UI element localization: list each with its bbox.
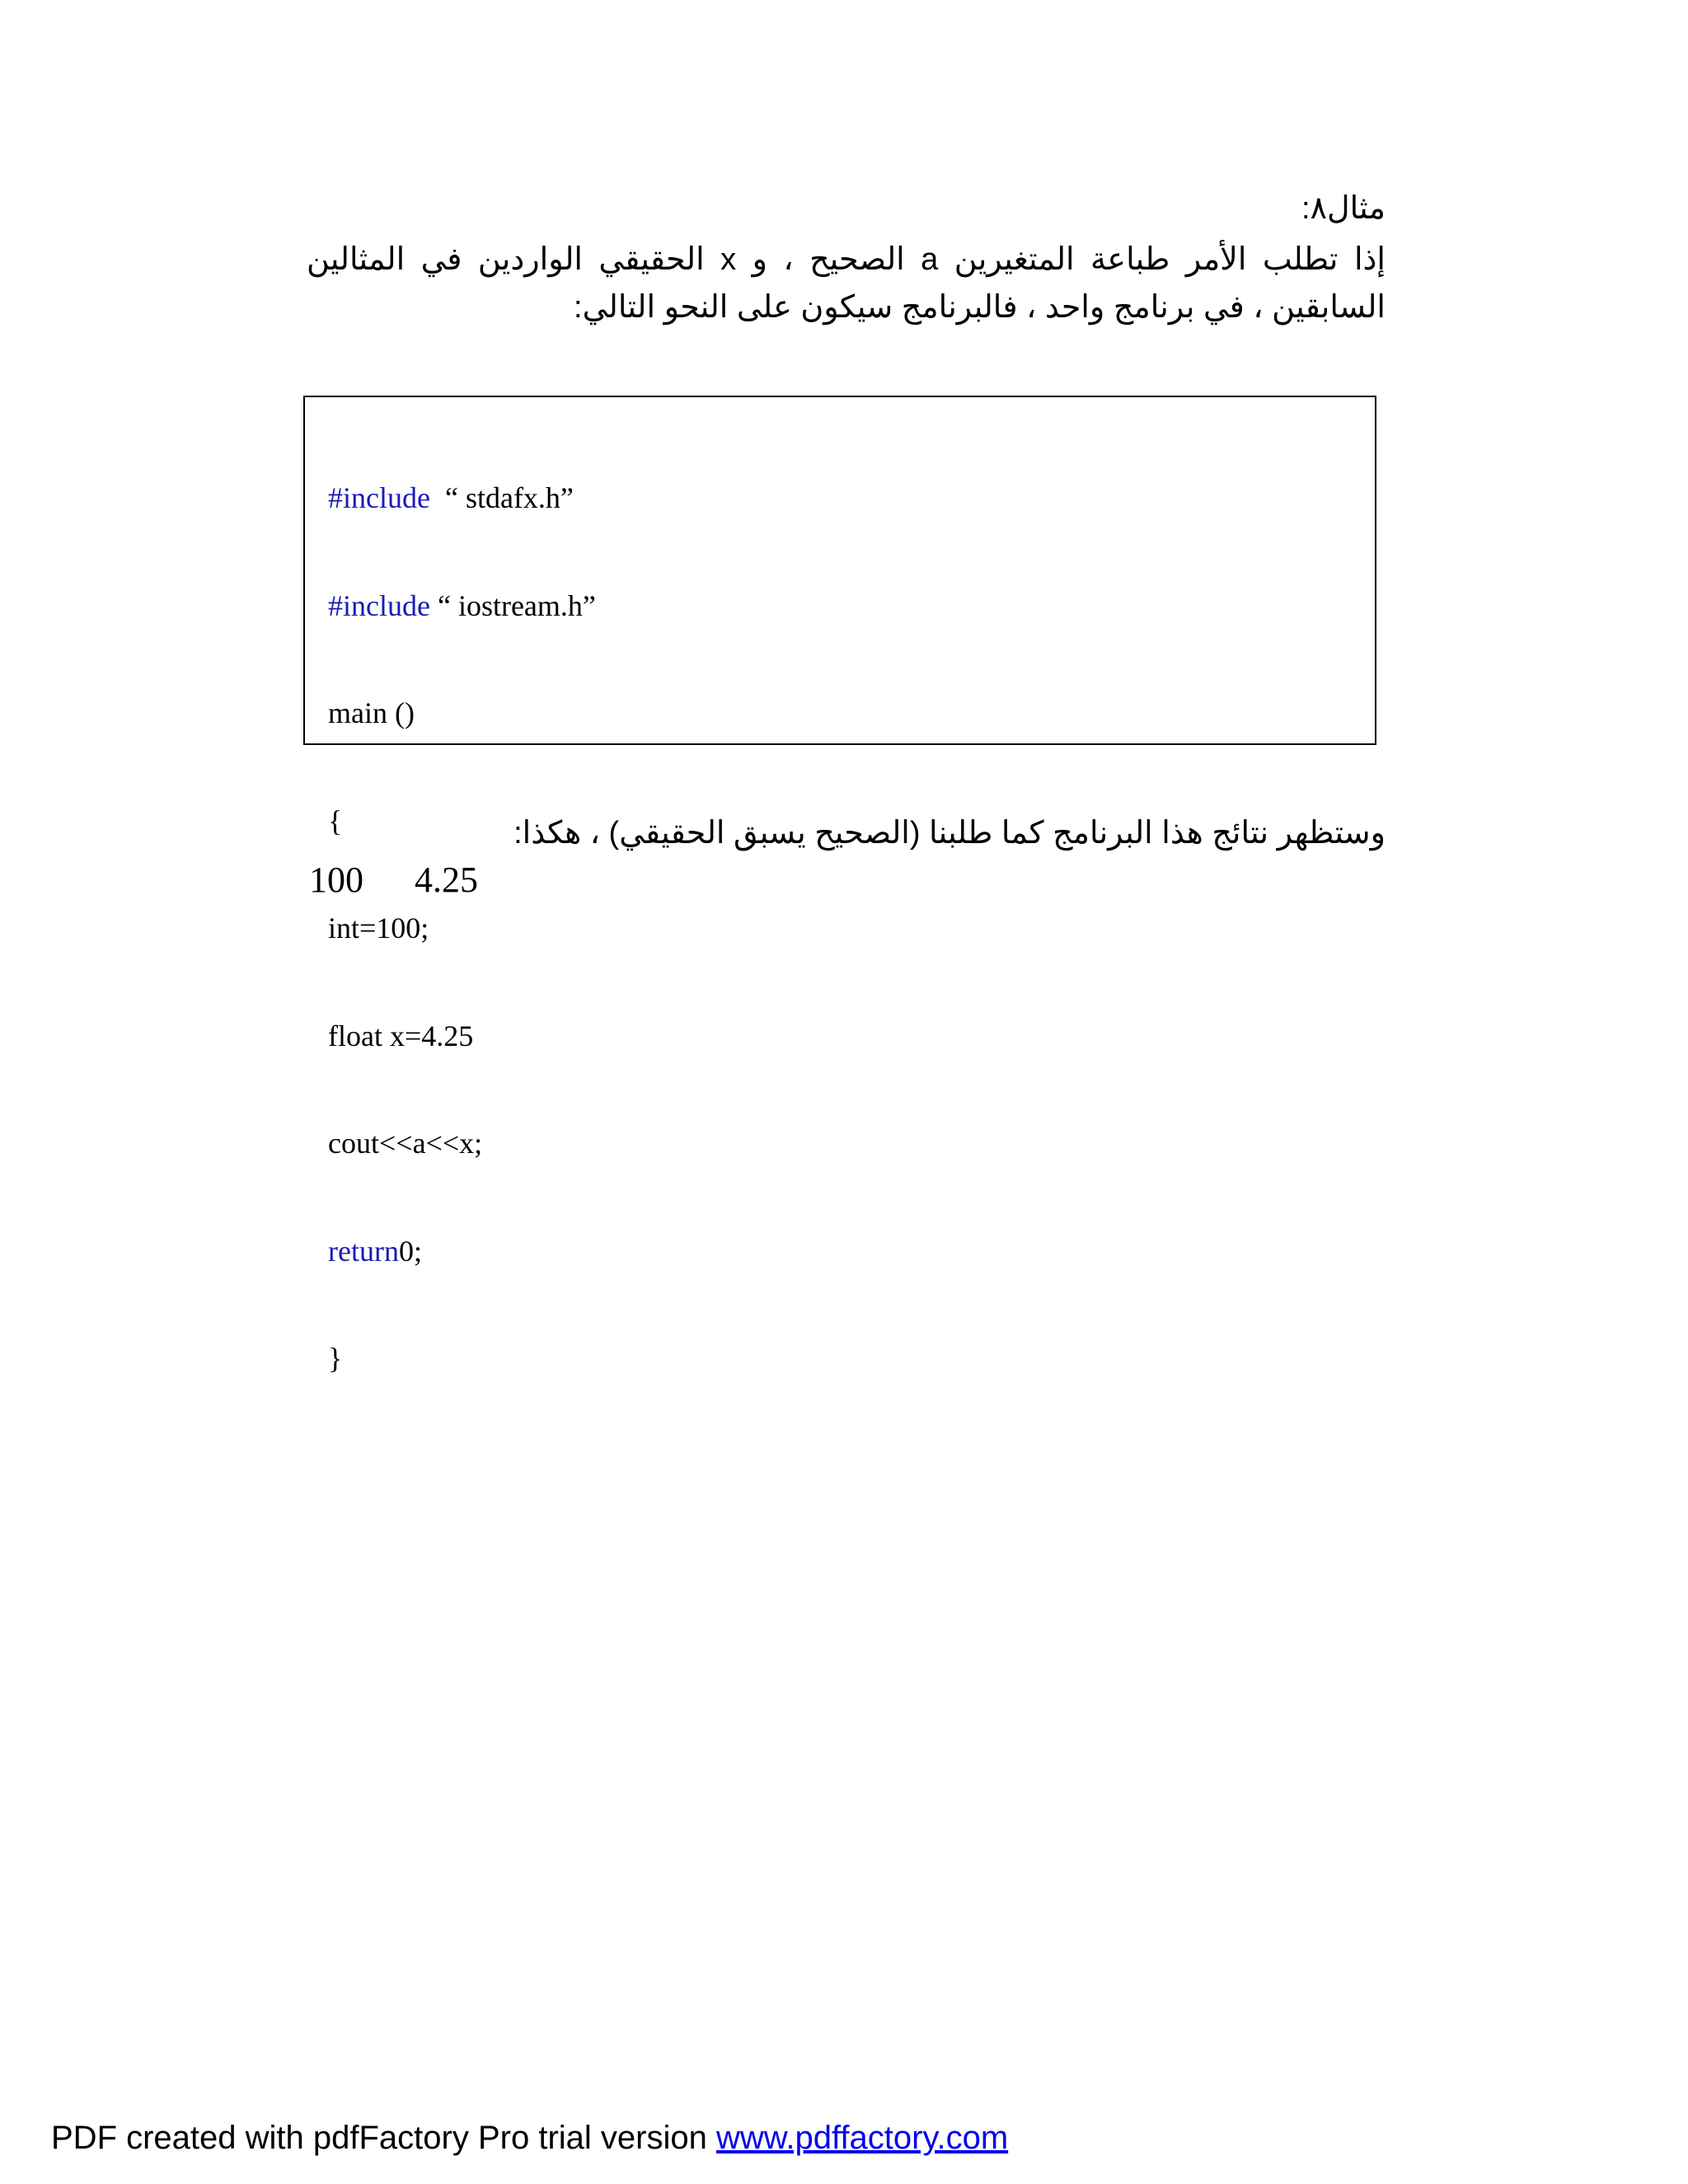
code-listing bbox=[328, 409, 596, 1449]
code-line bbox=[328, 911, 596, 947]
code-line bbox=[328, 1234, 596, 1270]
result-line: وستظهر نتائج هذا البرنامج كما طلبنا (الصحيح يسبق الحقيقي) ، هكذا: bbox=[513, 816, 1386, 851]
code-keyword: #include bbox=[328, 481, 430, 514]
code-line bbox=[328, 1341, 596, 1377]
code-text: cout<<a<<x; bbox=[328, 1127, 483, 1160]
code-text: float x=4.25 bbox=[328, 1019, 474, 1052]
code-line bbox=[328, 480, 596, 517]
code-line bbox=[328, 1126, 596, 1162]
intro-line-1: إذا تطلب الأمر طباعة المتغيرين a الصحيح ، و x الحقيقي الواردين في المثالين bbox=[307, 242, 1386, 277]
code-text: } bbox=[328, 1342, 343, 1375]
example-label: مثال٨: bbox=[1301, 191, 1386, 226]
code-keyword: return bbox=[328, 1234, 399, 1268]
code-keyword: #include bbox=[328, 588, 430, 622]
code-line bbox=[328, 696, 596, 732]
code-text: main () bbox=[328, 696, 415, 729]
footer-text: PDF created with pdfFactory Pro trial version bbox=[51, 2120, 716, 2156]
code-text: 0; bbox=[398, 1234, 422, 1268]
code-line bbox=[328, 1019, 596, 1055]
program-output bbox=[309, 855, 478, 905]
code-text: “ stdafx.h” bbox=[429, 481, 574, 514]
code-text: “ iostream.h” bbox=[429, 588, 596, 622]
output-float-value: 4.25 bbox=[415, 860, 478, 900]
code-text: int=100; bbox=[328, 912, 429, 944]
footer-link[interactable]: www.pdffactory.com bbox=[715, 2120, 1009, 2156]
code-line bbox=[328, 588, 596, 625]
intro-line-2: السابقين ، في برنامج واحد ، فالبرنامج سيكون على النحو التالي: bbox=[574, 290, 1386, 325]
code-text: { bbox=[328, 804, 343, 837]
pdf-footer bbox=[51, 2115, 1008, 2161]
output-int-value: 100 bbox=[309, 860, 363, 900]
